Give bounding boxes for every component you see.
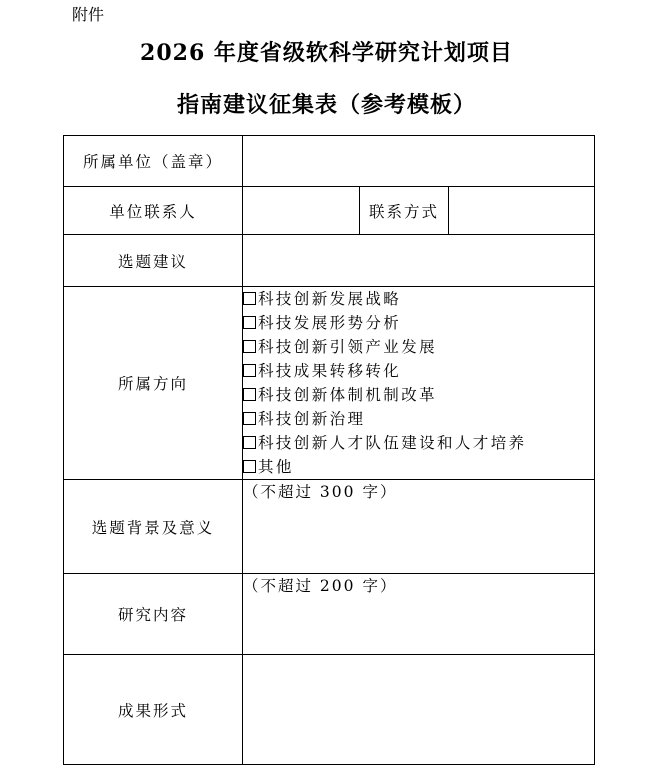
content-row bbox=[64, 574, 595, 655]
checkbox-icon[interactable] bbox=[243, 292, 256, 305]
background-label: 选题背景及意义 bbox=[64, 480, 243, 574]
attachment-label: 附件 bbox=[72, 5, 105, 24]
contact-row bbox=[64, 187, 595, 235]
direction-option[interactable] bbox=[243, 359, 594, 383]
page-subtitle: 指南建议征集表（参考模板） bbox=[176, 92, 476, 118]
checkbox-icon[interactable] bbox=[243, 460, 256, 473]
content-word-limit: （不超过 200 字） bbox=[243, 577, 398, 595]
direction-option[interactable] bbox=[243, 335, 594, 359]
checkbox-icon[interactable] bbox=[243, 340, 256, 353]
contact-person-label: 单位联系人 bbox=[64, 187, 243, 235]
background-field[interactable] bbox=[243, 480, 595, 574]
direction-option[interactable] bbox=[243, 383, 594, 407]
background-row bbox=[64, 480, 595, 574]
contact-method-label: 联系方式 bbox=[360, 187, 449, 235]
direction-option-label: 科技创新治理 bbox=[258, 410, 366, 428]
suggestion-form-table bbox=[63, 135, 595, 765]
direction-option-label: 科技成果转移转化 bbox=[258, 362, 402, 380]
checkbox-icon[interactable] bbox=[243, 436, 256, 449]
direction-options bbox=[243, 287, 595, 480]
direction-option-label: 其他 bbox=[258, 458, 294, 476]
page-title: 2026 年度省级软科学研究计划项目 bbox=[140, 40, 513, 66]
unit-label: 所属单位（盖章） bbox=[64, 136, 243, 187]
content-label: 研究内容 bbox=[64, 574, 243, 655]
direction-option[interactable] bbox=[243, 431, 594, 455]
direction-option[interactable] bbox=[243, 455, 594, 479]
unit-row bbox=[64, 136, 595, 187]
outcome-row bbox=[64, 655, 595, 765]
direction-option-label: 科技创新发展战略 bbox=[258, 290, 402, 308]
contact-person-field[interactable] bbox=[243, 187, 360, 235]
topic-row bbox=[64, 235, 595, 287]
direction-option[interactable] bbox=[243, 311, 594, 335]
checkbox-icon[interactable] bbox=[243, 388, 256, 401]
checkbox-icon[interactable] bbox=[243, 316, 256, 329]
contact-method-field[interactable] bbox=[449, 187, 595, 235]
checkbox-icon[interactable] bbox=[243, 412, 256, 425]
direction-option[interactable] bbox=[243, 407, 594, 431]
topic-suggestion-field[interactable] bbox=[243, 235, 595, 287]
unit-field[interactable] bbox=[243, 136, 595, 187]
background-word-limit: （不超过 300 字） bbox=[243, 483, 398, 501]
outcome-label: 成果形式 bbox=[64, 655, 243, 765]
topic-suggestion-label: 选题建议 bbox=[64, 235, 243, 287]
checkbox-icon[interactable] bbox=[243, 364, 256, 377]
direction-option-label: 科技创新体制机制改革 bbox=[258, 386, 438, 404]
direction-option-label: 科技创新引领产业发展 bbox=[258, 338, 438, 356]
direction-label: 所属方向 bbox=[64, 287, 243, 480]
direction-option-label: 科技发展形势分析 bbox=[258, 314, 402, 332]
content-field[interactable] bbox=[243, 574, 595, 655]
outcome-field[interactable] bbox=[243, 655, 595, 765]
direction-option[interactable] bbox=[243, 287, 594, 311]
direction-option-label: 科技创新人才队伍建设和人才培养 bbox=[258, 434, 527, 452]
direction-row bbox=[64, 287, 595, 480]
